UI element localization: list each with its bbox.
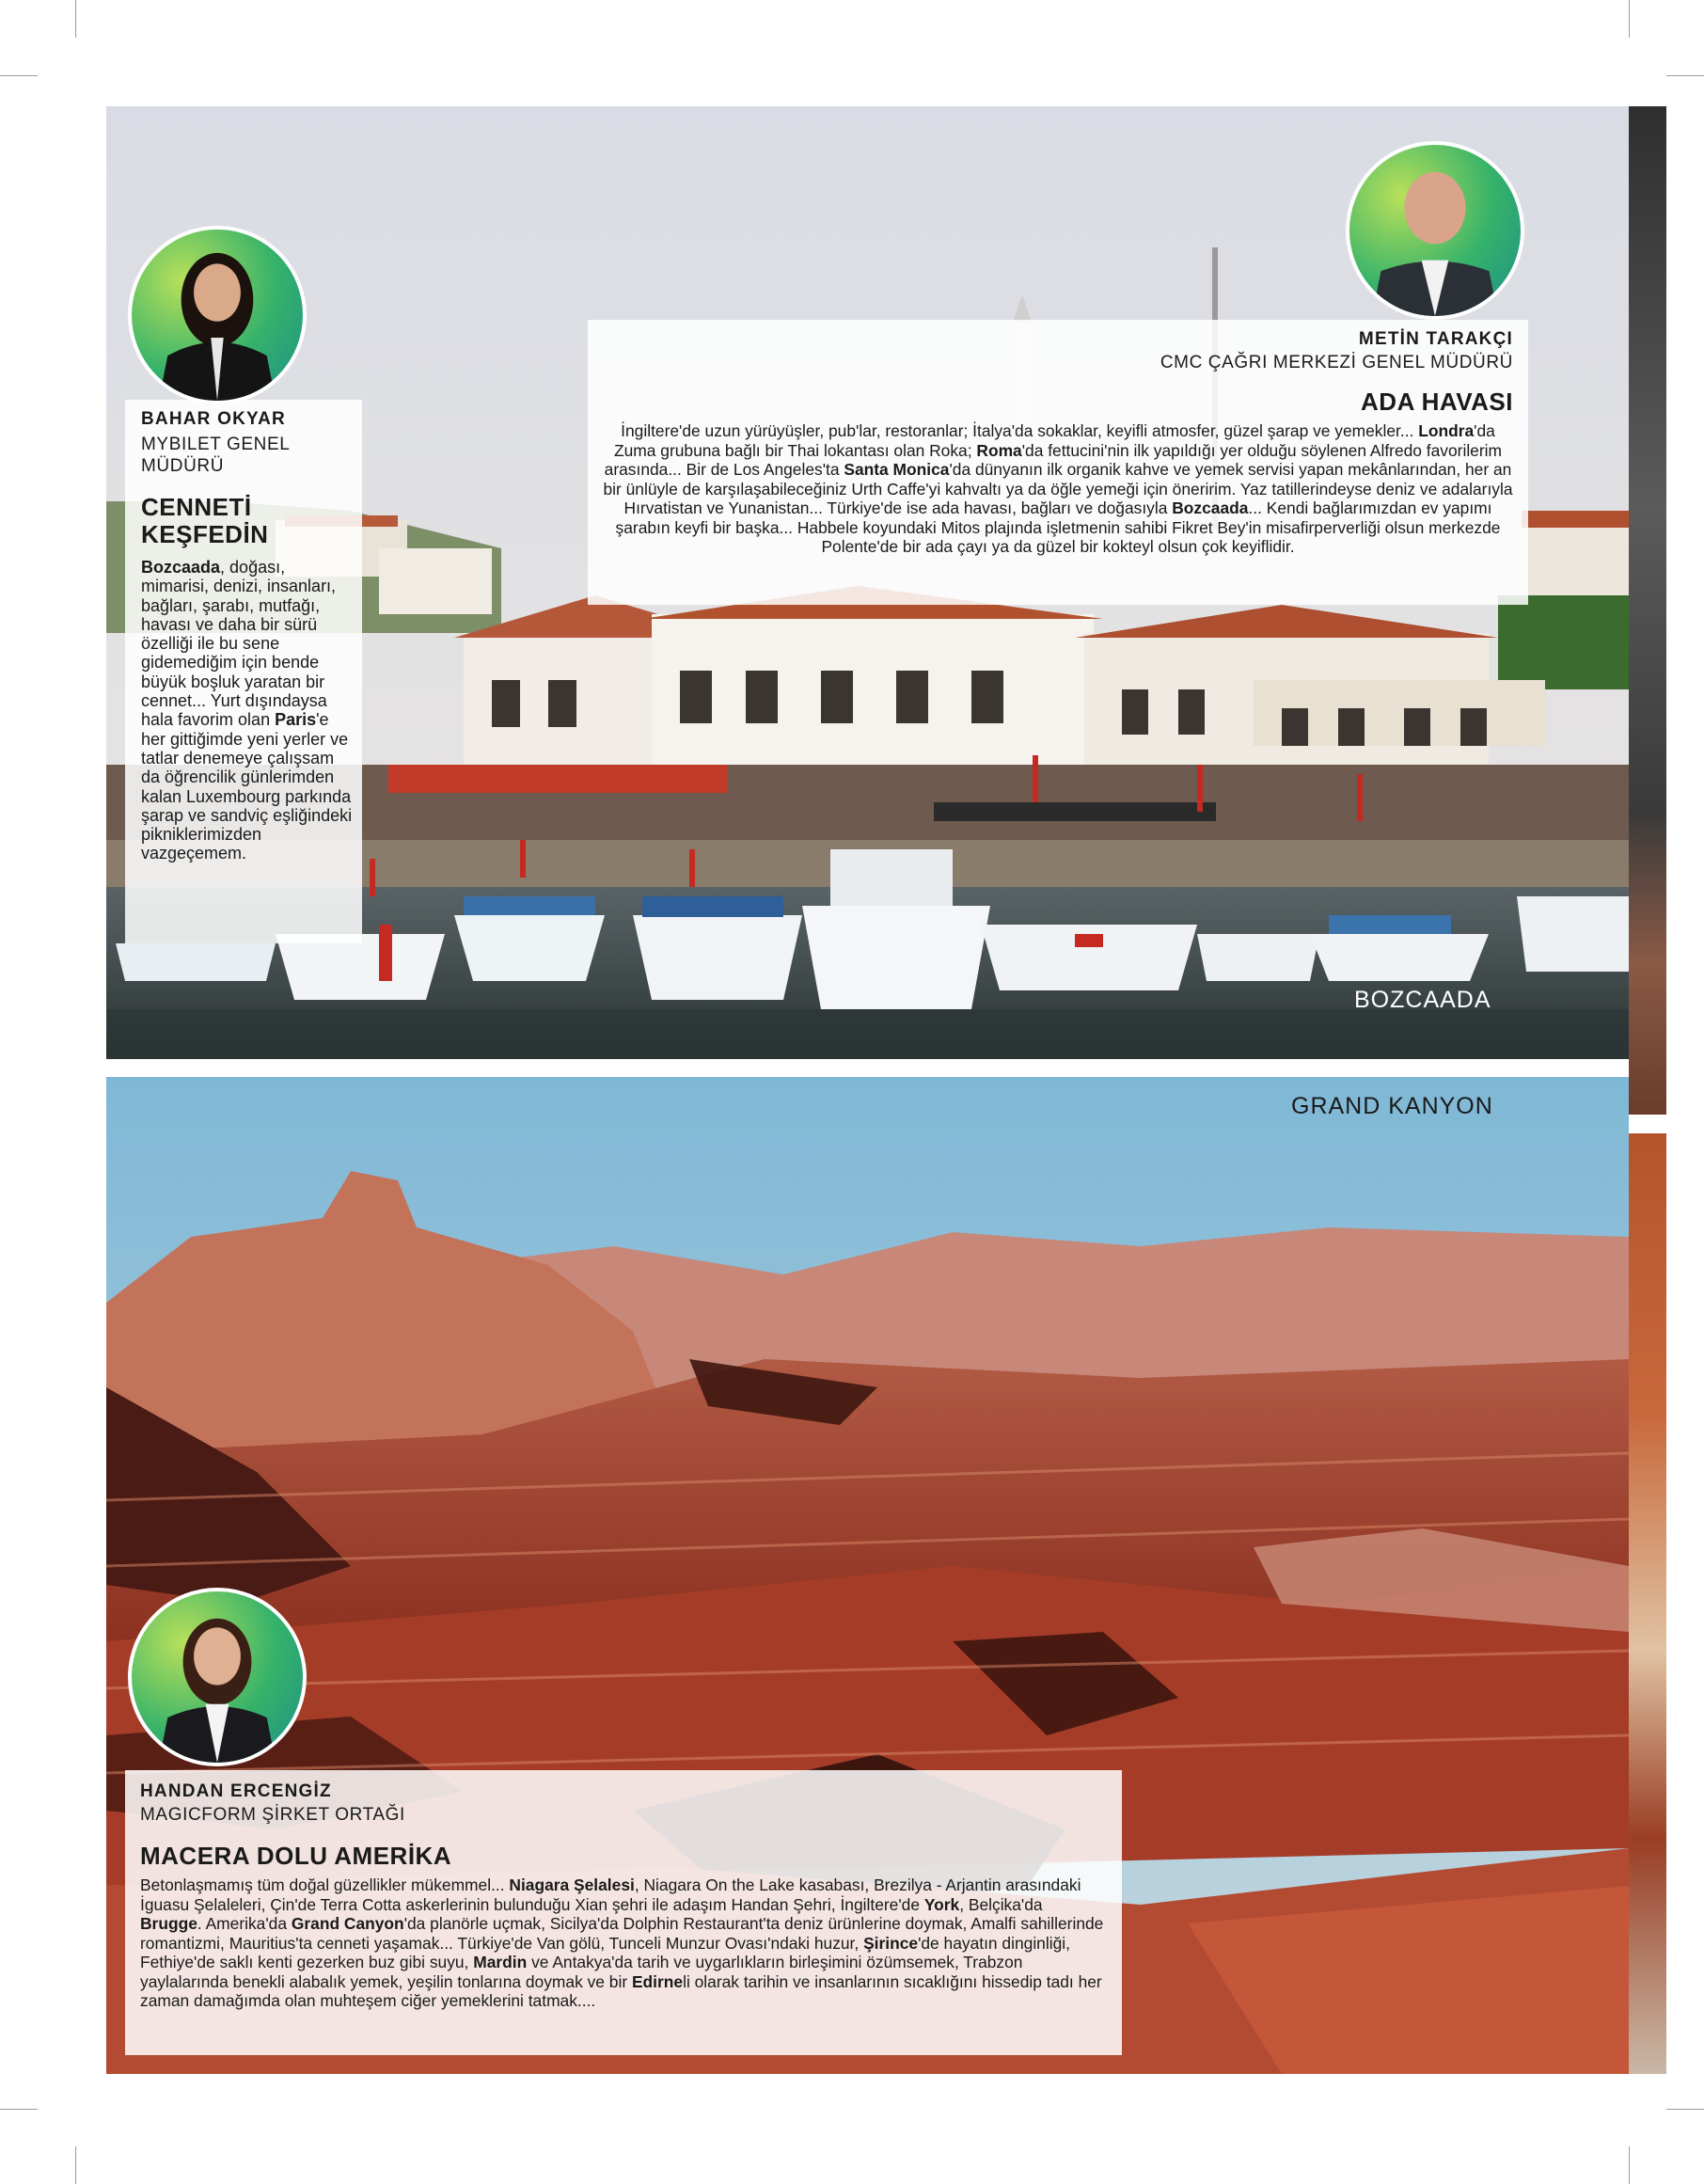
crop-mark — [75, 0, 76, 38]
avatar — [128, 226, 307, 404]
text-run: 'da dünyanın ilk organik kahve ve yemek servisi yapan mekânlarından, her an bir ünlüyle de karşılaşabileceğiniz Urth Caffe'yi kahvaltı ya da öğle yemeği için öneririm. Yaz tatillerindeyse deniz ve adalarıyla Hırvatistan ve Yunanistan... Türkiye'de ise ada havası, bağları ve doğasıyla — [603, 460, 1513, 517]
grand-canyon-caption: GRAND KANYON — [1291, 1093, 1493, 1119]
bozcaada-caption: BOZCAADA — [1354, 987, 1491, 1013]
article-body — [603, 421, 1513, 557]
crop-mark — [1629, 0, 1630, 38]
text-run: , Belçika'da — [959, 1894, 1043, 1914]
highlighted-place: Bozcaada — [141, 558, 221, 577]
text-run: 'da Zuma grubuna bağlı bir Thai lokantası olan Roka; — [613, 421, 1495, 460]
text-run: li olarak tarihin ve insanlarının sıcaklığını hissedip tadı her zaman damağımda olan muhteşem ciğer yemeklerini tatmak.... — [140, 1971, 1102, 2010]
highlighted-place: Edirne — [631, 1971, 684, 1991]
article-body — [140, 1875, 1109, 2011]
crop-mark — [1666, 2109, 1704, 2110]
profile-role: MAGICFORM ŞİRKET ORTAĞI — [140, 1805, 405, 1825]
profile-name: METİN TARAKÇI — [1358, 329, 1513, 349]
text-run: ... Kendi bağlarımızdan ev yapımı şarabın keyfi bir başka... Habbele koyundaki Mitos plajında işletmenin sahibi Fikret Bey'in misafirperverliği olsun merkezde Polente'de bir ada çayı ya da güzel bir kokteyl olsun çok keyiflidir. — [615, 499, 1501, 556]
avatar — [1346, 141, 1524, 320]
profile-role: MYBILET GENEL MÜDÜRÜ — [141, 435, 290, 476]
crop-mark — [1629, 2146, 1630, 2184]
highlighted-place: Mardin — [473, 1953, 528, 1971]
crop-mark — [1666, 75, 1704, 76]
highlighted-place: Brugge — [140, 1914, 197, 1933]
metin-tarakci-panel — [588, 320, 1528, 605]
handan-ercengiz-panel — [125, 1770, 1122, 2055]
crop-mark — [75, 2146, 76, 2184]
text-run: Betonlaşmamış tüm doğal güzellikler mükemmel... — [140, 1875, 510, 1894]
profile-name: BAHAR OKYAR — [141, 409, 286, 429]
profile-role: CMC ÇAĞRI MERKEZİ GENEL MÜDÜRÜ — [1160, 353, 1513, 372]
highlighted-place: York — [923, 1894, 960, 1914]
text-run: . Amerika'da — [197, 1914, 292, 1933]
text-run: 'e her gittiğimde yeni yerler ve tatlar denemeye çalışsam da öğrencilik günlerimden kalan Luxembourg parkında şarap ve sandviç eşliğindeki pikniklerimizden vazgeçemem. — [141, 710, 353, 863]
crop-mark — [0, 2109, 38, 2110]
highlighted-place: Grand Canyon — [291, 1914, 404, 1933]
text-run: ve Antakya'da tarih ve uygarlıkların birleşimini özümsemek, Trabzon yaylalarında benekli alabalık yemek, yeşilin tonlarına doymak ve bir — [140, 1953, 1023, 1991]
highlighted-place: Bozcaada — [1172, 499, 1249, 517]
text-run: 'de hayatın dinginliği, Fethiye'de saklı kenti gezerken buz gibi suyu, — [140, 1933, 1070, 1971]
text-run: , Niagara On the Lake kasabası, Brezilya - Arjantin arasındaki İguasu Şelaleleri, Çin'de Terra Cotta askerlerinin bulunduğu Xian şehri ile adaşım Handan Şehri, İngiltere'de — [140, 1875, 1081, 1914]
highlighted-place: Santa Monica — [844, 460, 950, 479]
crop-mark — [0, 75, 38, 76]
highlighted-place: Niagara Şelalesi — [509, 1875, 635, 1894]
avatar — [128, 1588, 307, 1766]
profile-name: HANDAN ERCENGİZ — [140, 1781, 332, 1801]
highlighted-place: Roma — [976, 440, 1022, 460]
text-run: 'da planörle uçmak, Sicilya'da Dolphin Restaurant'ta deniz ürünlerine doymak, Amalfi sahillerinde romantizmi, Mauritius'ta cenneti yaşamak... Türkiye'de Van gölü, Tunceli Munzur Ovası'ndaki huzur, — [140, 1914, 1104, 1953]
bahar-okyar-panel — [125, 400, 362, 943]
text-run: , doğası, mimarisi, denizi, insanları, bağları, şarabı, mutfağı, havası ve daha bir sürü özelliği ile bu sene gidemediğim için bende büyük boşluk yaratan bir cennet... Yurt dışındaysa hala favorim olan — [141, 558, 337, 730]
highlighted-place: Londra — [1418, 421, 1475, 440]
article-heading: MACERA DOLU AMERİKA — [140, 1842, 452, 1870]
adjacent-page-strip — [1629, 106, 1666, 1115]
article-heading: CENNETİ KEŞFEDİN — [141, 493, 269, 548]
text-run: İngiltere'de uzun yürüyüşler, pub'lar, restoranlar; İtalya'da sokaklar, keyifli atmosfer, güzel şarap ve yemekler... — [621, 421, 1419, 440]
article-body — [141, 558, 353, 863]
text-run: 'da fettucini'nin ilk yapıldığı yer olduğu söylenen Alfredo favorilerim arasında... Bir de Los Angeles'ta — [604, 440, 1502, 479]
highlighted-place: Şirince — [863, 1933, 919, 1953]
adjacent-page-strip — [1629, 1133, 1666, 2074]
highlighted-place: Paris — [275, 710, 317, 730]
article-heading: ADA HAVASI — [1361, 388, 1513, 416]
